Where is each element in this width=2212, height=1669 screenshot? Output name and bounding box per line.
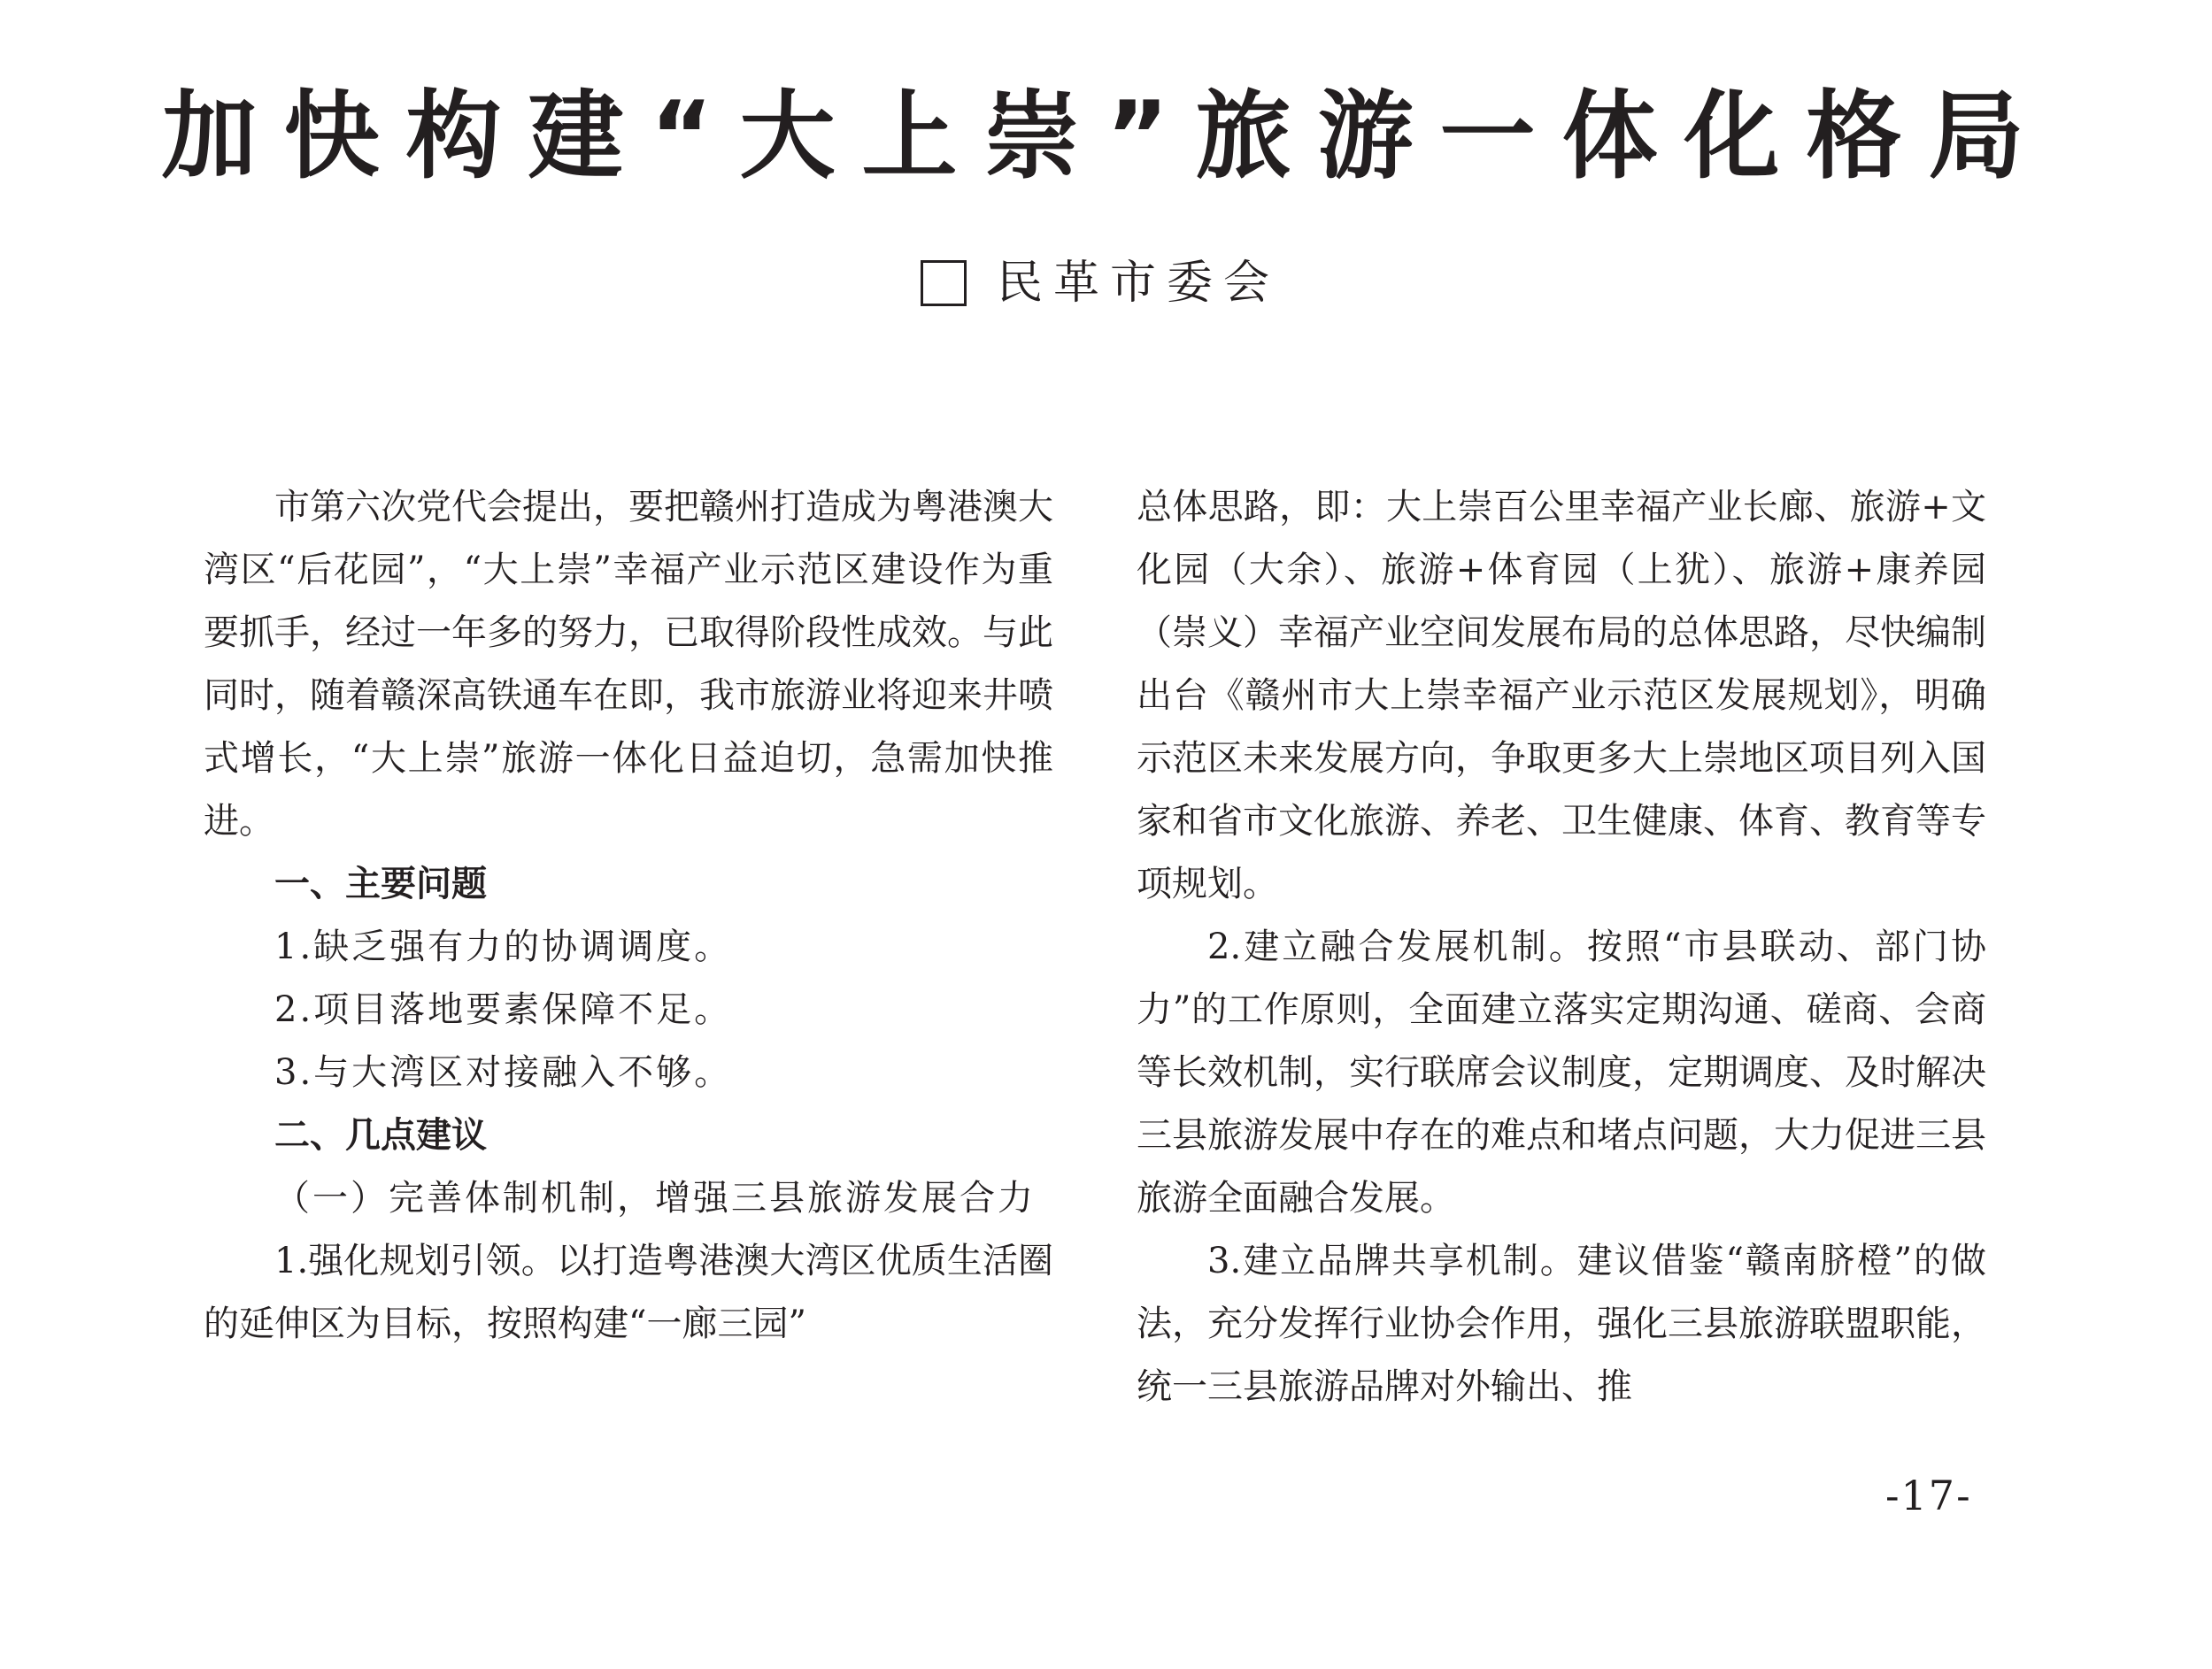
list-item-problem-3: 3.与大湾区对接融入不够。 <box>274 1052 733 1093</box>
left-column <box>204 476 1053 1356</box>
paragraph-planning-continued: 总体思路，即：大上崇百公里幸福产业长廊、旅游+文化园（大余）、旅游+体育园（上犹）、旅游+康养园（崇义）幸福产业空间发展布局的总体思路，尽快编制出台《赣州市大上崇幸福产业示范区发展规划》，明确示范区未来发展方向，争取更多大上崇地区项目列入国家和省市文化旅游、养老、卫生健康、体育、教育等专项规划。 <box>1137 487 1986 904</box>
subsection-heading-1: （一）完善体制机制，增强三县旅游发展合力 <box>274 1178 1036 1219</box>
article-title: 加快构建“大上崇”旅游一体化格局 <box>161 81 2051 192</box>
paragraph-brand-sharing: 3.建立品牌共享机制。建议借鉴“赣南脐橙”的做法，充分发挥行业协会作用，强化三县旅游联盟职能，统一三县旅游品牌对外输出、推 <box>1137 1241 1986 1407</box>
paragraph-planning: 1.强化规划引领。以打造粤港澳大湾区优质生活圈的延伸区为目标，按照构建“一廊三园” <box>204 1241 1053 1344</box>
right-column <box>1137 476 1986 1419</box>
byline-author: 民革市委会 <box>997 257 1281 310</box>
paragraph-intro: 市第六次党代会提出，要把赣州打造成为粤港澳大湾区“后花园”，“大上崇”幸福产业示范区建设作为重要抓手，经过一年多的努力，已取得阶段性成效。与此同时，随着赣深高铁通车在即，我市旅游业将迎来井喷式增长，“大上崇”旅游一体化日益迫切，急需加快推进。 <box>204 487 1053 842</box>
list-item-problem-1: 1.缺乏强有力的协调调度。 <box>274 927 733 967</box>
section-heading-suggestions: 二、几点建议 <box>274 1115 487 1156</box>
page-number: -17- <box>1885 1472 1972 1519</box>
square-icon <box>921 260 967 306</box>
byline <box>921 257 1280 310</box>
list-item-problem-2: 2.项目落地要素保障不足。 <box>274 989 733 1030</box>
section-heading-problems: 一、主要问题 <box>274 864 487 904</box>
paragraph-integration-mechanism: 2.建立融合发展机制。按照“市县联动、部门协力”的工作原则，全面建立落实定期沟通、磋商、会商等长效机制，实行联席会议制度，定期调度、及时解决三县旅游发展中存在的难点和堵点问题，大力促进三县旅游全面融合发展。 <box>1137 927 1986 1219</box>
